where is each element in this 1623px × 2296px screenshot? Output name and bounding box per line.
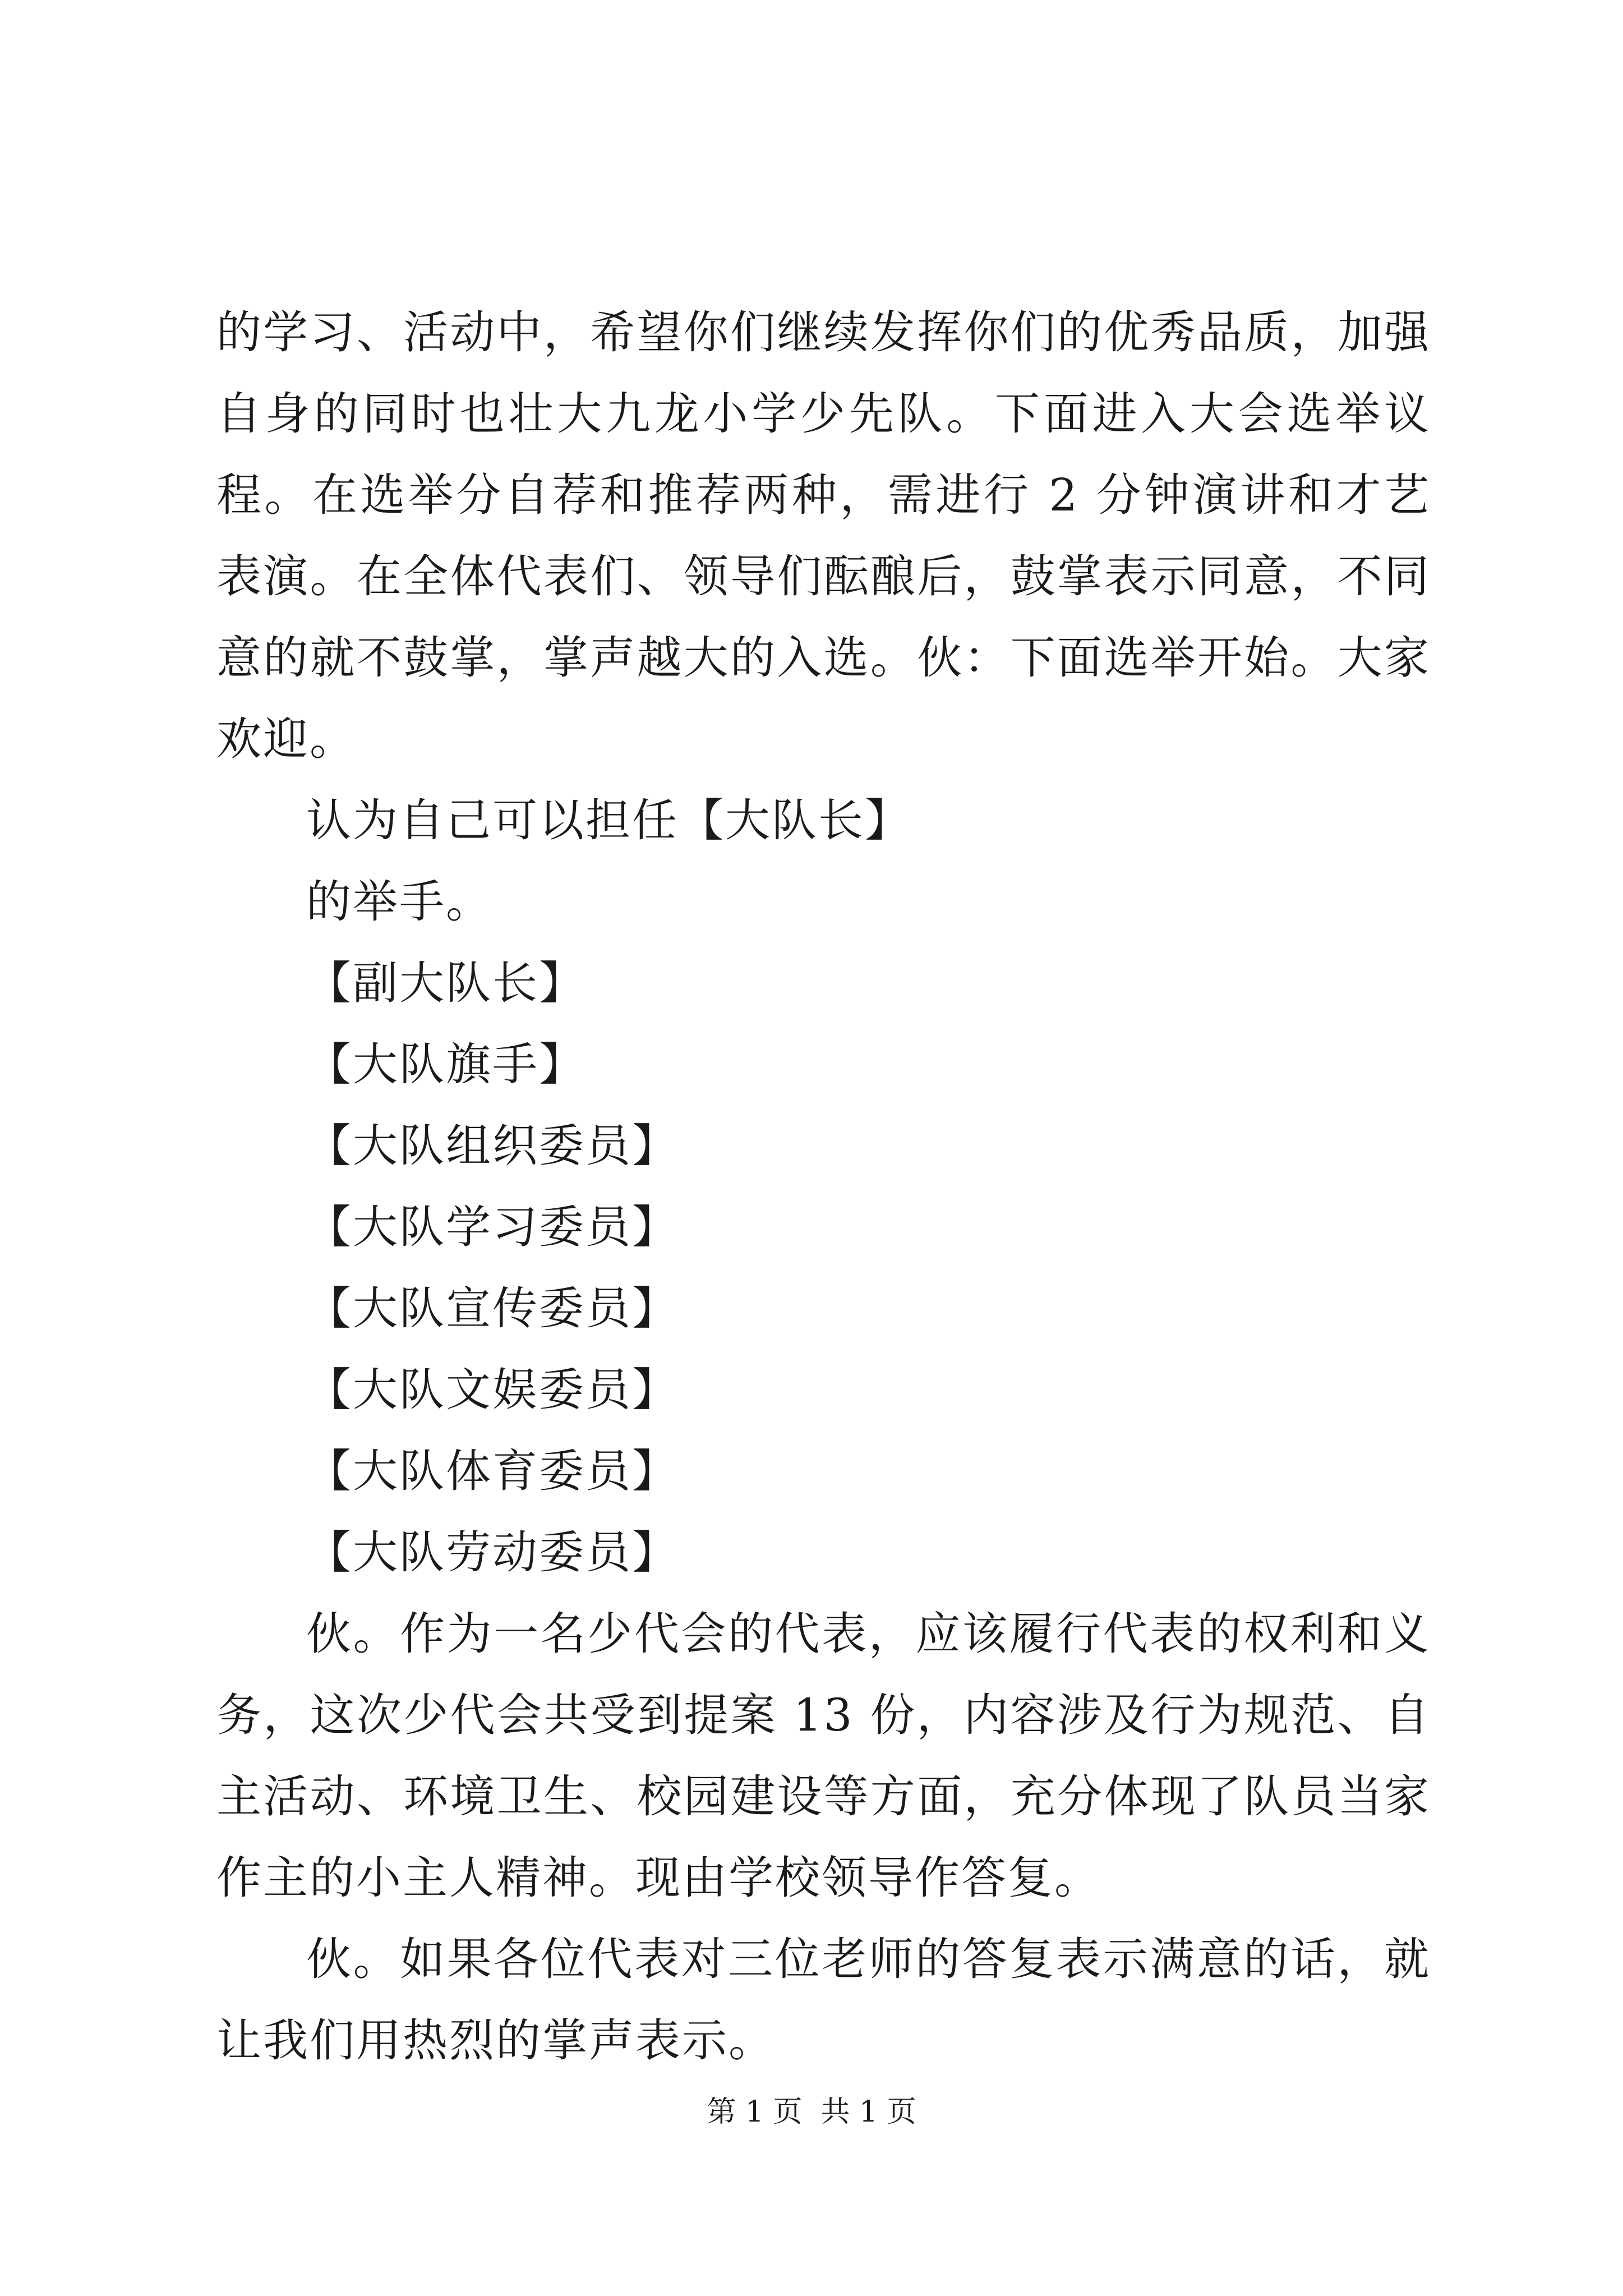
paragraph-applause: 伙。如果各位代表对三位老师的答复表示满意的话，就让我们用热烈的掌声表示。: [216, 1933, 1431, 2067]
position-study-member: 【大队学习委员】: [306, 1201, 679, 1253]
paragraph-proposals: 伙。作为一名少代会的代表，应该履行代表的权利和义务，这次少代会共受到提案 13 份，内容涉及行为规范、自主活动、环境卫生、校园建设等方面，充分体现了队员当家作主的小主人精神。现由学校领导作答复。: [216, 1608, 1431, 1904]
position-entertainment-member: 【大队文娱委员】: [306, 1364, 679, 1416]
paragraph-election-intro: 的学习、活动中，希望你们继续发挥你们的优秀品质，加强自身的同时也壮大九龙小学少先队。下面进入大会选举议程。在选举分自荐和推荐两种，需进行 2 分钟演讲和才艺表演。在全体代表们、领导们酝酿后，鼓掌表示同意，不同意的就不鼓掌，掌声越大的入选。伙：下面选举开始。大家欢迎。: [216, 306, 1431, 765]
paragraph-raise-hands: 的举手。: [306, 876, 492, 928]
position-flag-bearer: 【大队旗手】: [306, 1038, 585, 1091]
paragraph-captain-nomination: 认为自己可以担任【大队长】: [306, 794, 911, 846]
page-number: 第 1 页 共 1 页: [707, 2095, 916, 2129]
position-sports-member: 【大队体育委员】: [306, 1445, 679, 1497]
page-footer: [0, 2088, 1623, 2130]
position-labor-member: 【大队劳动委员】: [306, 1526, 679, 1579]
position-publicity-member: 【大队宣传委员】: [306, 1282, 679, 1335]
position-vice-captain: 【副大队长】: [306, 957, 585, 1009]
document-body: [216, 292, 1431, 2081]
position-organization-member: 【大队组织委员】: [306, 1120, 679, 1172]
